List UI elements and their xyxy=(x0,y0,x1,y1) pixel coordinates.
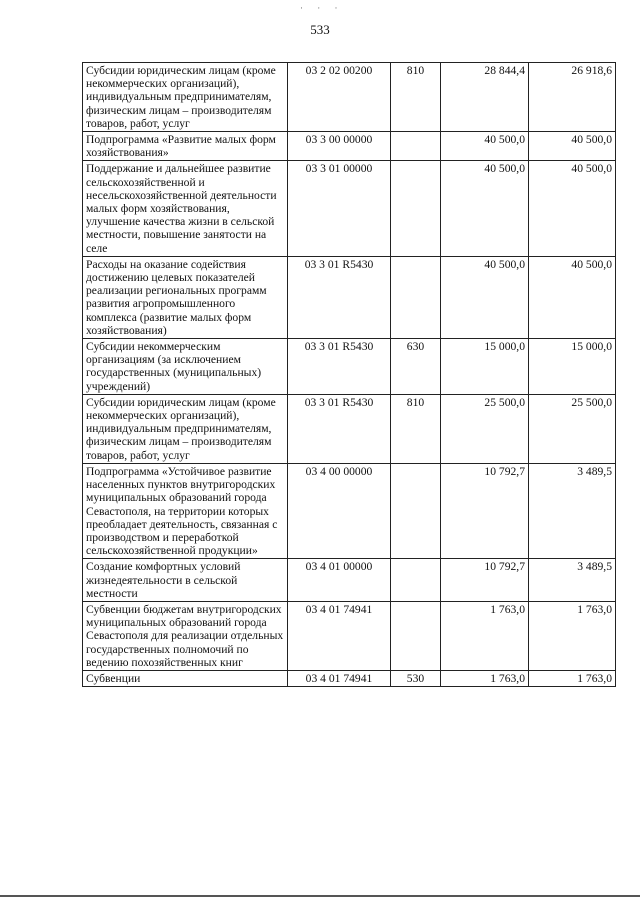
amount-year-2-cell: 1 763,0 xyxy=(529,601,616,670)
amount-year-2-cell: 40 500,0 xyxy=(529,256,616,338)
expense-type-code-cell xyxy=(391,256,441,338)
table-row xyxy=(83,559,616,602)
expense-type-code-cell: 530 xyxy=(391,670,441,686)
row-name-cell: Субвенции xyxy=(83,670,288,686)
target-article-code-cell: 03 4 00 00000 xyxy=(288,463,391,558)
row-name-cell: Поддержание и дальнейшее развитие сельскохозяйственной и несельскохозяйственной деятельности малых форм хозяйствования, улучшение качества жизни в сельской местности, повышение занятости на селе xyxy=(83,161,288,256)
target-article-code-cell: 03 3 01 R5430 xyxy=(288,394,391,463)
row-name-cell: Подпрограмма «Развитие малых форм хозяйствования» xyxy=(83,132,288,161)
amount-year-1-cell: 1 763,0 xyxy=(441,670,529,686)
amount-year-1-cell: 28 844,4 xyxy=(441,63,529,132)
target-article-code-cell: 03 4 01 74941 xyxy=(288,670,391,686)
table-row xyxy=(83,339,616,395)
expense-type-code-cell xyxy=(391,601,441,670)
row-name-cell: Создание комфортных условий жизнедеятельности в сельской местности xyxy=(83,559,288,602)
amount-year-1-cell: 40 500,0 xyxy=(441,132,529,161)
expense-type-code-cell xyxy=(391,161,441,256)
target-article-code-cell: 03 4 01 74941 xyxy=(288,601,391,670)
row-name-cell: Субвенции бюджетам внутригородских муниципальных образований города Севастополя для реализации отдельных государственных полномочий по ведению похозяйственных книг xyxy=(83,601,288,670)
amount-year-2-cell: 25 500,0 xyxy=(529,394,616,463)
amount-year-2-cell: 40 500,0 xyxy=(529,161,616,256)
amount-year-1-cell: 40 500,0 xyxy=(441,161,529,256)
amount-year-2-cell: 1 763,0 xyxy=(529,670,616,686)
target-article-code-cell: 03 3 01 R5430 xyxy=(288,256,391,338)
table-row xyxy=(83,256,616,338)
table-row xyxy=(83,670,616,686)
target-article-code-cell: 03 3 01 00000 xyxy=(288,161,391,256)
row-name-cell: Расходы на оказание содействия достижению целевых показателей реализации региональных программ развития агропромышленного комплекса (развитие малых форм хозяйствования) xyxy=(83,256,288,338)
amount-year-1-cell: 15 000,0 xyxy=(441,339,529,395)
target-article-code-cell: 03 3 00 00000 xyxy=(288,132,391,161)
amount-year-2-cell: 3 489,5 xyxy=(529,559,616,602)
table-row xyxy=(83,132,616,161)
amount-year-2-cell: 26 918,6 xyxy=(529,63,616,132)
amount-year-2-cell: 40 500,0 xyxy=(529,132,616,161)
table-row xyxy=(83,161,616,256)
expense-type-code-cell xyxy=(391,132,441,161)
scan-marks: · · · xyxy=(300,3,344,13)
table-row xyxy=(83,63,616,132)
row-name-cell: Подпрограмма «Устойчивое развитие населенных пунктов внутригородских муниципальных образований города Севастополя, на территории которых преобладает деятельность, связанная с производством и переработкой сельскохозяйственной продукции» xyxy=(83,463,288,558)
table-row xyxy=(83,463,616,558)
expense-type-code-cell xyxy=(391,463,441,558)
table-row xyxy=(83,394,616,463)
scan-bottom-edge xyxy=(0,895,640,897)
amount-year-1-cell: 1 763,0 xyxy=(441,601,529,670)
page-number: 533 xyxy=(310,22,330,37)
target-article-code-cell: 03 4 01 00000 xyxy=(288,559,391,602)
expense-type-code-cell: 630 xyxy=(391,339,441,395)
target-article-code-cell: 03 2 02 00200 xyxy=(288,63,391,132)
budget-table-body xyxy=(83,63,616,687)
amount-year-1-cell: 10 792,7 xyxy=(441,559,529,602)
amount-year-2-cell: 15 000,0 xyxy=(529,339,616,395)
target-article-code-cell: 03 3 01 R5430 xyxy=(288,339,391,395)
amount-year-1-cell: 10 792,7 xyxy=(441,463,529,558)
row-name-cell: Субсидии юридическим лицам (кроме некоммерческих организаций), индивидуальным предпринимателям, физическим лицам – производителям товаров, работ, услуг xyxy=(83,394,288,463)
row-name-cell: Субсидии юридическим лицам (кроме некоммерческих организаций), индивидуальным предпринимателям, физическим лицам – производителям товаров, работ, услуг xyxy=(83,63,288,132)
amount-year-1-cell: 40 500,0 xyxy=(441,256,529,338)
amount-year-1-cell: 25 500,0 xyxy=(441,394,529,463)
expense-type-code-cell: 810 xyxy=(391,394,441,463)
row-name-cell: Субсидии некоммерческим организациям (за исключением государственных (муниципальных) учреждений) xyxy=(83,339,288,395)
expense-type-code-cell xyxy=(391,559,441,602)
budget-table xyxy=(82,62,616,687)
expense-type-code-cell: 810 xyxy=(391,63,441,132)
table-row xyxy=(83,601,616,670)
amount-year-2-cell: 3 489,5 xyxy=(529,463,616,558)
